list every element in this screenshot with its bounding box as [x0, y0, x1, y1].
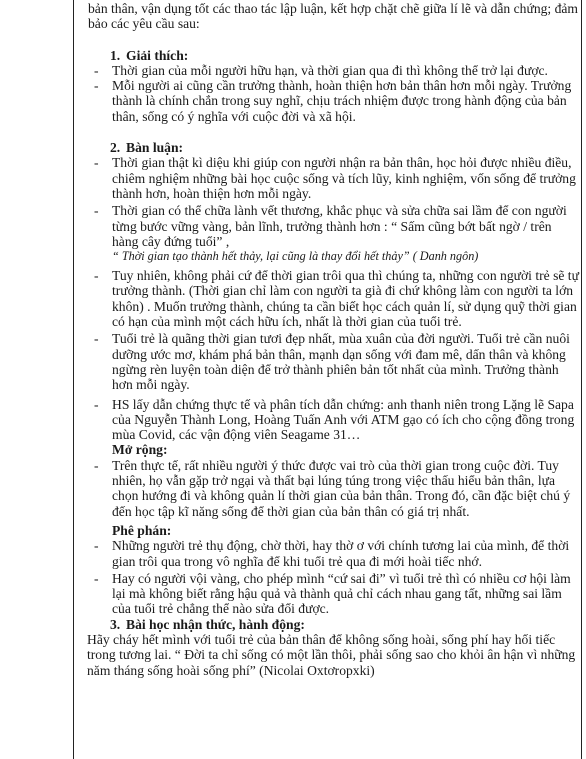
subheading-expand: Mở rộng: [112, 442, 168, 458]
list-item: - Trên thực tế, rất nhiều người ý thức được vai trò của thời gian trong cuộc đời. Tuy nhiên, họ vẫn gặp trở ngại và thất bại lúng túng trong việc thấu hiểu bản thân, lựa chọn hướng đi và không quản lí thời gian của bản thân. Trong đó, cần đặc biệt chú ý đến học tập kĩ năng sống để thời gian của bản thân có giá trị nhất. [94, 457, 571, 519]
list-item: - Thời gian của mỗi người hữu hạn, và thời gian qua đi thì không thể trở lại được. [94, 62, 548, 78]
list-item: - Hay có người vội vàng, cho phép mình “cứ sai đi” vì tuổi trẻ thì có nhiều cơ hội làm lại mà không biết rằng hậu quả và thành quả chỉ cách nhau gang tất, những sai lầm của tuổi trẻ chẳng thể nào sửa đổi được. [94, 570, 571, 617]
list-item: - Tuy nhiên, không phải cứ để thời gian trôi qua thì chúng ta, những con người trẻ sẽ tự trưởng thành. (Thời gian chỉ làm con người ta già đi chứ không làm con người ta lớn khôn) . Muốn trưởng thành, chúng ta cần biết học cách quản lí, sử dụng quỹ thời gian có hạn của mình một cách hữu ích, nhất là thời gian của tuổi trẻ. [94, 268, 579, 330]
section-heading-explain: 1. Giải thích: [110, 47, 189, 63]
list-item: - Thời gian có thể chữa lành vết thương, khắc phục và sửa chữa sai lầm để con người từng bước vững vàng, bản lĩnh, trưởng thành hơn : “ Sấm cũng bớt bất ngờ / trên hàng cây đứng tuổi” , [94, 203, 567, 249]
section-heading-lesson: 3. Bài học nhận thức, hành động: [110, 616, 305, 632]
table-border-left [73, 0, 74, 759]
list-item: - Tuổi trẻ là quãng thời gian tươi đẹp nhất, mùa xuân của đời người. Tuổi trẻ cần nuôi dưỡng ước mơ, khám phá bản thân, mạnh dạn sống với đam mê, dấn thân và không ngừng rèn luyện toàn diện để trở thành phiên bản tốt nhất của mình. Trưởng thành hơn mỗi ngày. [94, 331, 570, 393]
list-item: - Thời gian thật kì diệu khi giúp con người nhận ra bản thân, học hỏi được nhiều điều, chiêm nghiệm những bài học cuộc sống và tích lũy, kinh nghiệm, vốn sống để trưởng thành hơn, hoàn thiện hơn mỗi ngày. [94, 155, 576, 201]
subheading-critique: Phê phán: [112, 522, 172, 538]
intro-text: bản thân, vận dụng tốt các thao tác lập luận, kết hợp chặt chẽ giữa lí lẽ và dẫn chứng; đảm bảo các yêu cầu sau: [88, 1, 578, 32]
list-item: - Mỗi người ai cũng cần trưởng thành, hoàn thiện hơn bản thân hơn mỗi ngày. Trưởng thành là chính chắn trong suy nghĩ, chịu trách nhiệm được trong hành động của bản thân, sống có ý nghĩa với cuộc đời và xã hội. [94, 78, 572, 124]
quote-text: “ Thời gian tạo thành hết thảy, lại cũng là thay đổi hết thảy” ( Danh ngôn) [112, 249, 479, 264]
section-heading-discuss: 2. Bàn luận: [110, 140, 184, 156]
table-border-right [581, 0, 582, 759]
list-item: - HS lấy dẫn chứng thực tế và phân tích dẫn chứng: anh thanh niên trong Lặng lẽ Sapa của Nguyễn Thành Long, Hoàng Tuấn Anh với ATM gạo có ích cho cộng đồng trong mùa Covid, các vận động viên Seagame 31… [94, 396, 575, 443]
answer-content [84, 0, 581, 678]
lesson-paragraph: Hãy cháy hết mình với tuổi trẻ của bản thân để không sống hoài, sống phí hay hối tiếc trong tương lai. “ Đời ta chỉ sống có một lần thôi, phải sống sao cho khỏi ân hận vì những năm tháng sống hoài sống phí” (Nicolai Oxtơropxki) [87, 631, 576, 678]
list-item: - Những người trẻ thụ động, chờ thời, hay thờ ơ với chính tương lai của mình, để thời gian trôi qua trong vô nghĩa để khi tuổi trẻ qua đi mới hoài tiếc nhớ. [94, 538, 570, 569]
